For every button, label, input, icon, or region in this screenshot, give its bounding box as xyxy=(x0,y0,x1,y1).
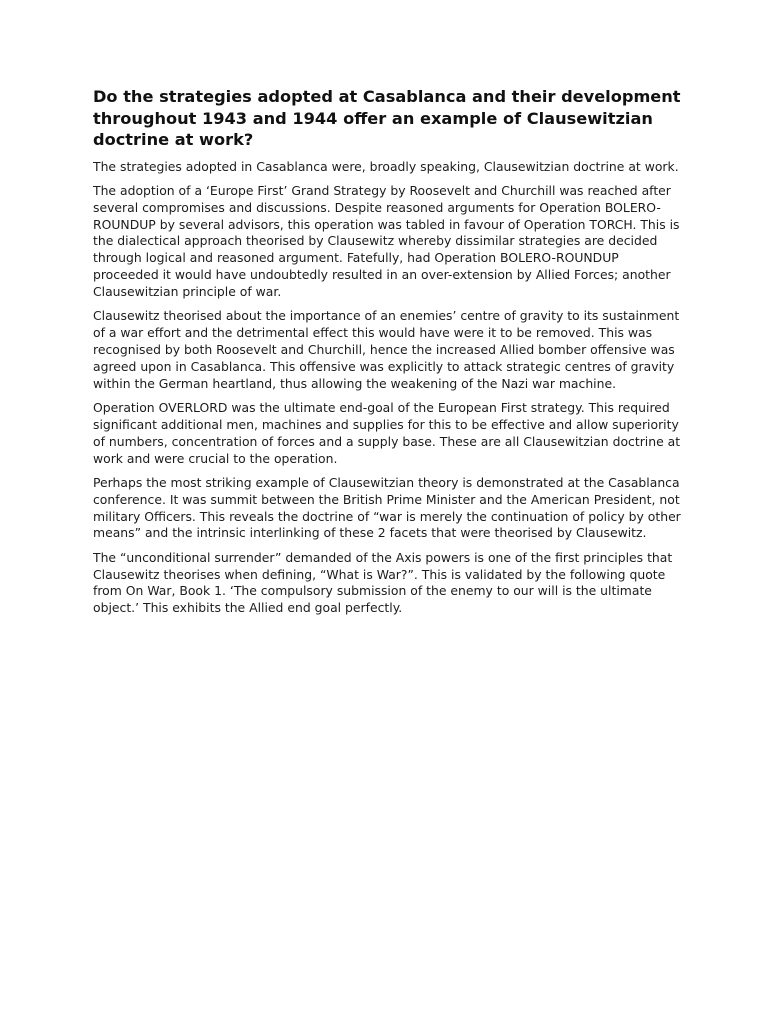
paragraph-casablanca-conference: Perhaps the most striking example of Clausewitzian theory is demonstrated at the Casablanca conference. It was summit between the British Prime Minister and the American President, not military Officers. This reveals the doctrine of “war is merely the continuation of policy by other means” and the intrinsic interlinking of these 2 facets that were theorised by Clausewitz. xyxy=(93,474,681,541)
paragraph-centre-of-gravity: Clausewitz theorised about the importance of an enemies’ centre of gravity to its sustainment of a war effort and the detrimental effect this would have were it to be removed. This was recognised by both Roosevelt and Churchill, hence the increased Allied bomber offensive was agreed upon in Casablanca. This offensive was explicitly to attack strategic centres of gravity within the German heartland, thus allowing the weakening of the Nazi war machine. xyxy=(93,308,680,391)
document-title: Do the strategies adopted at Casablanca and their development throughout 1943 and 1944 offer an example of Clausewitzian doctrine at work? xyxy=(93,87,681,149)
paragraph-intro: The strategies adopted in Casablanca were, broadly speaking, Clausewitzian doctrine at work. xyxy=(93,158,679,174)
paragraph-overlord: Operation OVERLORD was the ultimate end-goal of the European First strategy. This required significant additional men, machines and supplies for this to be effective and allow superiority of numbers, concentration of forces and a supply base. These are all Clausewitzian doctrine at work and were crucial to the operation. xyxy=(93,399,681,466)
paragraph-unconditional-surrender: The “unconditional surrender” demanded of the Axis powers is one of the first principles that Clausewitz theorises when defining, “What is War?”. This is validated by the following quote from On War, Book 1. ‘The compulsory submission of the enemy to our will is the ultimate object.’ This exhibits the Allied end goal perfectly. xyxy=(93,549,673,616)
document-page xyxy=(93,86,688,625)
paragraph-europe-first: The adoption of a ‘Europe First’ Grand Strategy by Roosevelt and Churchill was reached after several compromises and discussions. Despite reasoned arguments for Operation BOLERO-ROUNDUP by several advisors, this operation was tabled in favour of Operation TORCH. This is the dialectical approach theorised by Clausewitz whereby dissimilar strategies are decided through logical and reasoned argument. Fatefully, had Operation BOLERO-ROUNDUP proceeded it would have undoubtedly resulted in an over-extension by Allied Forces; another Clausewitzian principle of war. xyxy=(93,182,680,299)
